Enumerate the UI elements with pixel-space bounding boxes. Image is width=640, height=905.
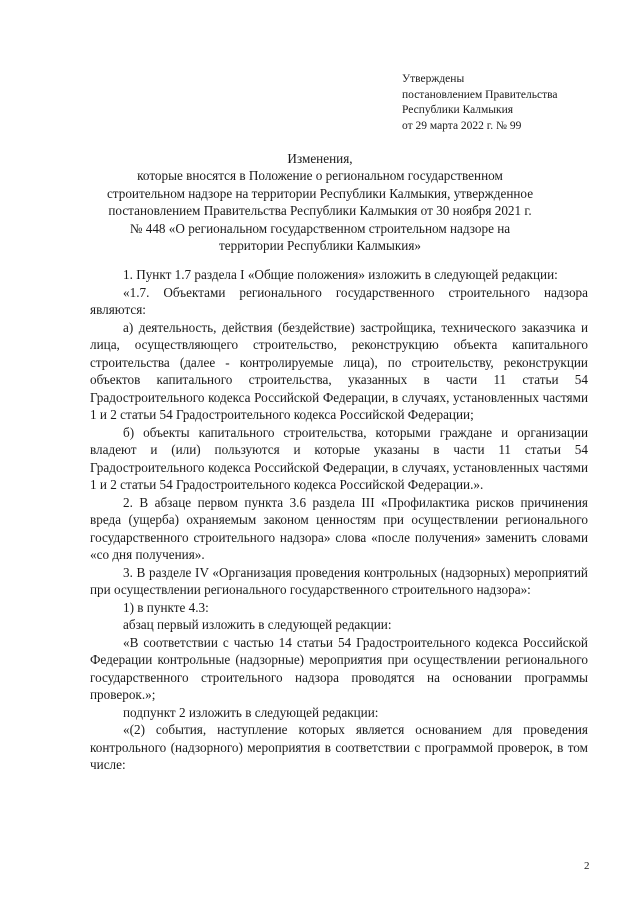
paragraph: абзац первый изложить в следующей редакции: bbox=[123, 617, 392, 632]
approval-stamp bbox=[402, 72, 622, 134]
title-line: Изменения, bbox=[287, 151, 353, 166]
paragraph: 1. Пункт 1.7 раздела I «Общие положения» изложить в следующей редакции: bbox=[123, 267, 558, 282]
paragraph: б) объекты капитального строительства, которыми граждане и организации владеют и (или) пользуются и которые указаны в части 11 статьи 54 Градостроительного кодекса Российской Федерации, в случаях, установленных частями 1 и 2 статьи 54 Градостроительного кодекса Российской Федерации.». bbox=[90, 424, 588, 492]
title-line: постановлением Правительства Республики Калмыкия от 30 ноября 2021 г. bbox=[108, 203, 532, 219]
paragraph: 2. В абзаце первом пункта 3.6 раздела III «Профилактика рисков причинения вреда (ущерба) охраняемым законом ценностям при осуществлении регионального государственного строительного надзора» слова «после получения» заменить словами «со дня получения». bbox=[90, 494, 588, 562]
title-line: строительном надзоре на территории Республики Калмыкия, утвержденное bbox=[106, 185, 534, 201]
paragraph: 3. В разделе IV «Организация проведения контрольных (надзорных) мероприятий при осуществлении регионального государственного строительного надзора»: bbox=[90, 564, 588, 597]
paragraph: «В соответствии с частью 14 статьи 54 Градостроительного кодекса Российской Федерации контрольные (надзорные) мероприятия при осуществлении регионального государственного строительного надзора проводятся на основании программы проверок.»; bbox=[90, 634, 588, 702]
paragraph: подпункт 2 изложить в следующей редакции: bbox=[123, 704, 379, 720]
paragraph: «(2) события, наступление которых является основанием для проведения контрольного (надзорного) мероприятия в соответствии с программой проверок, в том числе: bbox=[90, 722, 588, 772]
title-line: которые вносятся в Положение о региональном государственном bbox=[137, 168, 503, 184]
paragraph: «1.7. Объектами регионального государственного строительного надзора являются: bbox=[90, 284, 588, 317]
document-title bbox=[86, 150, 554, 254]
document-body bbox=[90, 266, 588, 774]
paragraph: 1) в пункте 4.3: bbox=[123, 599, 209, 615]
page-number: 2 bbox=[584, 860, 590, 872]
approval-line: постановлением Правительства bbox=[402, 88, 558, 101]
approval-line: Утверждены bbox=[402, 73, 465, 85]
approval-line: Республики Калмыкия bbox=[402, 104, 514, 116]
title-line: территории Республики Калмыкия» bbox=[218, 238, 421, 254]
approval-line: от 29 марта 2022 г. № 99 bbox=[402, 119, 522, 132]
title-line: № 448 «О региональном государственном строительном надзоре на bbox=[129, 220, 511, 236]
paragraph: а) деятельность, действия (бездействие) застройщика, технического заказчика и лица, осуществляющего строительство, реконструкцию объекта капитального строительства (далее - контролируемые лица), по строительству, реконструкции объектов капитального строительства, указанных в части 11 статьи 54 Градостроительного кодекса Российской Федерации, в случаях, установленных частями 1 и 2 статьи 54 Градостроительного кодекса Российской Федерации; bbox=[90, 319, 588, 422]
